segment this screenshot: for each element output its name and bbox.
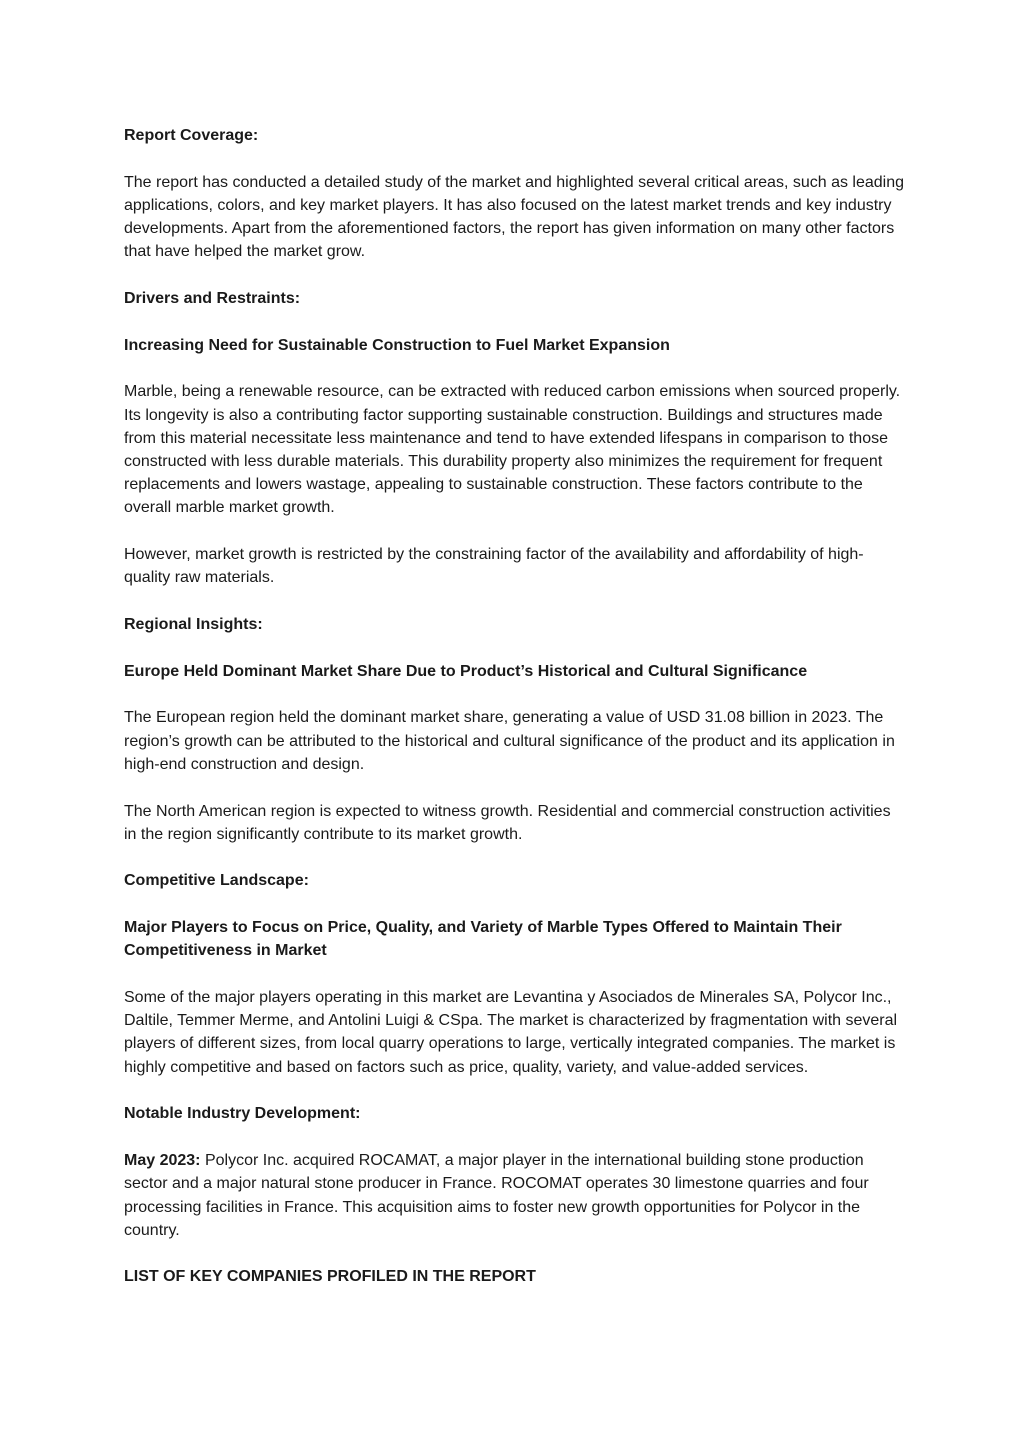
industry-development-text [124,1149,904,1242]
development-body: Polycor Inc. acquired ROCAMAT, a major player in the international building stone production sector and a major natural stone producer in France. ROCOMAT operates 30 limestone quarries and four processing facilities in France. This acquisition aims to foster new growth opportunities for Polycor in the country. [124,1152,869,1239]
drivers-subheading: Increasing Need for Sustainable Construction to Fuel Market Expansion [124,336,670,354]
restraints-text: However, market growth is restricted by the constraining factor of the availability and affordability of high-quality raw materials. [124,546,864,587]
report-coverage-text: The report has conducted a detailed study of the market and highlighted several critical areas, such as leading applications, colors, and key market players. It has also focused on the latest market trends and key industry developments. Apart from the aforementioned factors, the report has given information on many other factors that have helped the market grow. [124,173,905,261]
europe-text: The European region held the dominant market share, generating a value of USD 31.08 billion in 2023. The region’s growth can be attributed to the historical and cultural significance of the product and its application in high-end construction and design. [124,709,895,773]
regional-subheading: Europe Held Dominant Market Share Due to Product’s Historical and Cultural Significance [124,662,808,680]
document-page [124,124,904,1312]
regional-insights-heading: Regional Insights: [124,616,263,634]
competitive-subheading: Major Players to Focus on Price, Quality, and Variety of Marble Types Offered to Maintain Their Competitiveness in Market [124,919,842,960]
development-date: May 2023: [124,1152,201,1170]
competitive-text: Some of the major players operating in this market are Levantina y Asociados de Minerales SA, Polycor Inc., Daltile, Temmer Merme, and Antolini Luigi & CSpa. The market is characterized by fragmentation with several players of different sizes, from local quarry operations to large, vertically integrated companies. The market is highly competitive and based on factors such as price, quality, variety, and value-added services. [124,989,898,1076]
key-companies-heading: LIST OF KEY COMPANIES PROFILED IN THE REPORT [124,1268,536,1286]
drivers-text: Marble, being a renewable resource, can be extracted with reduced carbon emissions when sourced properly. Its longevity is also a contributing factor supporting sustainable construction. Buildings and structures made from this material necessitate less maintenance and tend to have extended lifespans in comparison to those constructed with less durable materials. This durability property also minimizes the requirement for frequent replacements and lowers wastage, appealing to sustainable construction. These factors contribute to the overall marble market growth. [124,383,901,517]
drivers-restraints-heading: Drivers and Restraints: [124,290,301,308]
report-coverage-heading: Report Coverage: [124,127,259,144]
north-america-text: The North American region is expected to witness growth. Residential and commercial construction activities in the region significantly contribute to its market growth. [124,802,891,843]
industry-development-heading: Notable Industry Development: [124,1105,361,1123]
competitive-landscape-heading: Competitive Landscape: [124,872,309,890]
